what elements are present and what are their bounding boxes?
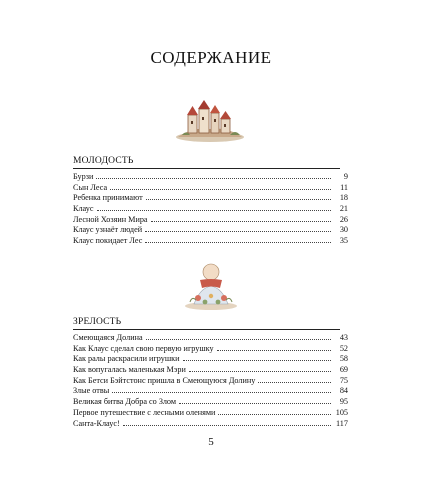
dot-leader	[146, 193, 331, 200]
toc-entry-title: Злые отвы	[73, 386, 110, 396]
dot-leader	[146, 333, 331, 340]
dot-leader	[145, 236, 331, 243]
page-number: 5	[208, 436, 214, 448]
toc-entry-page: 117	[336, 418, 348, 428]
dot-leader	[179, 397, 331, 404]
castle-illustration	[172, 97, 248, 143]
dot-leader	[123, 419, 331, 426]
dot-leader	[189, 365, 331, 372]
dot-leader	[97, 204, 332, 211]
toc-entry-page: 95	[339, 397, 348, 407]
toc-entry-page: 75	[339, 375, 348, 385]
dot-leader	[217, 344, 331, 351]
toc-entry-page: 84	[339, 386, 348, 396]
dot-leader	[112, 386, 331, 393]
dot-leader	[110, 183, 331, 190]
toc-list-maturity	[73, 333, 348, 429]
toc-entry[interactable]	[73, 408, 348, 419]
toc-entry[interactable]	[73, 333, 348, 344]
toc-entry[interactable]	[73, 397, 348, 408]
dot-leader	[183, 354, 331, 361]
toc-entry[interactable]	[73, 193, 348, 204]
toc-entry[interactable]	[73, 365, 348, 376]
toc-entry[interactable]	[73, 419, 348, 430]
toc-entry-page: 11	[340, 182, 348, 192]
toc-entry-title: Как Клаус сделал свою первую игрушку	[73, 343, 214, 353]
toc-entry[interactable]	[73, 236, 348, 247]
toc-entry-title: Как вопугалась маленькая Мэри	[73, 365, 186, 375]
toc-entry-page: 105	[335, 407, 348, 417]
section-divider	[73, 329, 340, 330]
dot-leader	[258, 376, 331, 383]
toc-entry[interactable]	[73, 386, 348, 397]
dot-leader	[96, 172, 331, 179]
figure-illustration	[180, 252, 242, 312]
toc-entry-page: 35	[339, 236, 348, 246]
toc-entry-title: Клаус узнаёт людей	[73, 225, 143, 235]
toc-entry-page: 30	[339, 225, 348, 235]
toc-entry-title: Сын Леса	[73, 182, 108, 192]
toc-entry-page: 52	[339, 343, 348, 353]
toc-entry-page: 43	[339, 333, 348, 342]
section-divider	[73, 168, 340, 169]
toc-entry-title: Санта-Клаус!	[73, 418, 120, 428]
toc-entry-page: 18	[339, 193, 348, 203]
toc-entry-page: 9	[343, 172, 348, 181]
toc-entry-title: Клаус	[73, 204, 94, 214]
section-heading-maturity: ЗРЕЛОСТЬ	[73, 317, 122, 327]
dot-leader	[218, 408, 331, 415]
section-heading-youth: МОЛОДОСТЬ	[73, 156, 134, 166]
toc-entry-title: Первое путешествие с лесными оленями	[73, 407, 216, 417]
toc-entry-title: Бурзи	[73, 172, 94, 181]
toc-entry[interactable]	[73, 215, 348, 226]
toc-entry-title: Клаус покидает Лес	[73, 236, 143, 246]
toc-entry[interactable]	[73, 225, 348, 236]
toc-entry-page: 58	[339, 354, 348, 364]
dot-leader	[145, 225, 331, 232]
toc-entry-title: Ребенка принимают	[73, 193, 143, 203]
toc-entry-title: Великая битва Добра со Злом	[73, 397, 177, 407]
toc-entry[interactable]	[73, 344, 348, 355]
toc-entry[interactable]	[73, 376, 348, 387]
toc-entry[interactable]	[73, 354, 348, 365]
toc-entry-page: 26	[339, 214, 348, 224]
toc-entry[interactable]	[73, 172, 348, 183]
toc-entry-title: Как Бетси Бэйтстонс пришла в Смеющуюся Долину	[73, 375, 256, 385]
toc-entry-title: Лесной Хозяин Мира	[73, 214, 148, 224]
toc-entry-page: 69	[339, 365, 348, 375]
toc-entry-title: Смеющаяся Долина	[73, 333, 143, 342]
toc-entry[interactable]	[73, 183, 348, 194]
page-title: СОДЕРЖАНИЕ	[150, 48, 272, 67]
toc-list-youth	[73, 172, 348, 247]
dot-leader	[151, 215, 331, 222]
toc-entry-title: Как ралы раскрасили игрушки	[73, 354, 180, 364]
toc-entry[interactable]	[73, 204, 348, 215]
toc-entry-page: 21	[339, 204, 348, 214]
